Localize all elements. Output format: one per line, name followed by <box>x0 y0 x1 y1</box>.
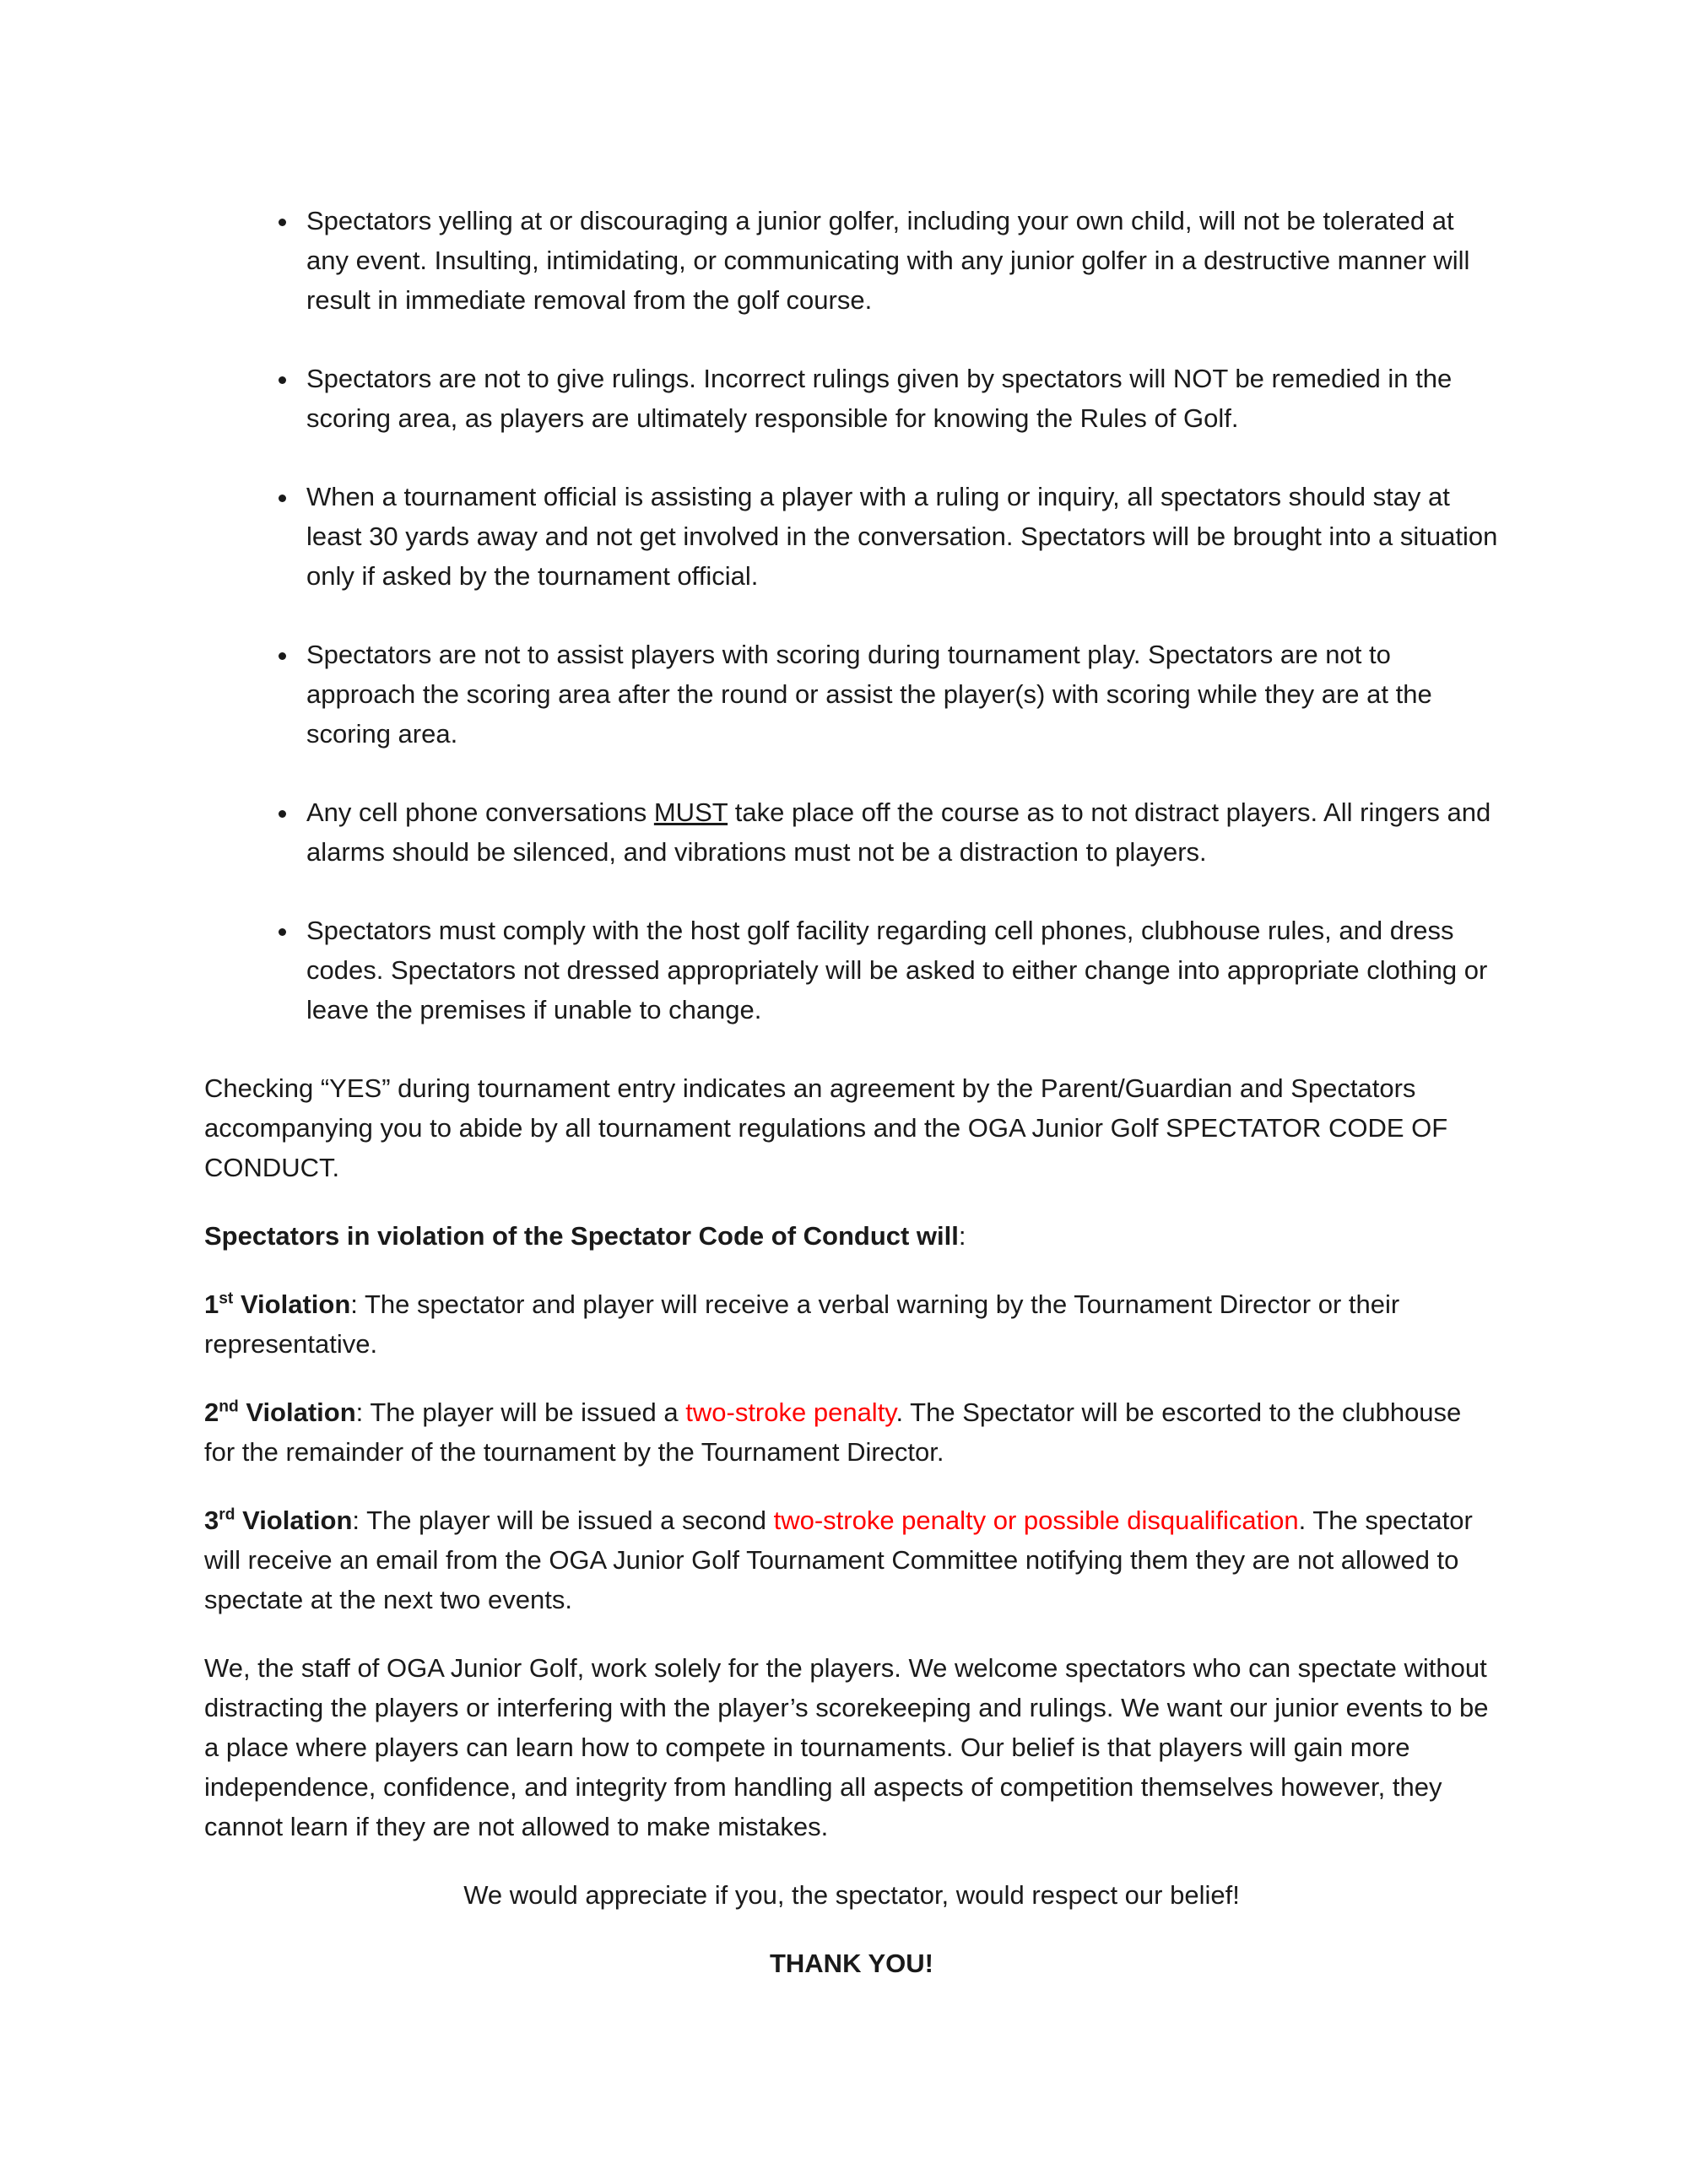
bullet-item-cell-phones <box>300 792 1499 872</box>
underlined-word: MUST <box>653 797 728 827</box>
violations-heading <box>204 1216 1499 1256</box>
violation-2-label <box>204 1397 356 1427</box>
violation-1-label-text: Violation <box>233 1289 351 1319</box>
bullet-item-official-assisting <box>300 477 1499 596</box>
violation-1-label <box>204 1289 350 1319</box>
bullet-text-after: take place off the course as to not distract players. All ringers and alarms should be silenced, and vibrations must not be a distraction to players. <box>306 797 1491 867</box>
violation-3-ordinal-suffix: rd <box>219 1506 235 1524</box>
agreement-paragraph <box>204 1068 1499 1187</box>
bullet-item-rulings <box>300 359 1499 438</box>
bullet-item-scoring <box>300 635 1499 754</box>
bullet-text: Spectators are not to give rulings. Incorrect rulings given by spectators will NOT be remedied in the scoring area, as players are ultimately responsible for knowing the Rules of Golf. <box>306 364 1453 433</box>
violation-3-paragraph <box>204 1500 1499 1619</box>
violation-2-label-text: Violation <box>238 1397 356 1427</box>
bullet-text: When a tournament official is assisting a player with a ruling or inquiry, all spectators should stay at least 30 yards away and not get involved in the conversation. Spectators will be brought into a situation only if asked by the tournament official. <box>306 482 1498 591</box>
bullet-item-yelling <box>300 201 1499 320</box>
violation-3-label-text: Violation <box>235 1506 353 1535</box>
violation-2-penalty-text: two-stroke penalty <box>685 1397 896 1427</box>
violation-3-penalty-text: two-stroke penalty or possible disqualification <box>773 1506 1299 1535</box>
closing-text: We, the staff of OGA Junior Golf, work solely for the players. We welcome spectators who can spectate without distracting the players or interfering with the player’s scorekeeping and rulings. We want our junior events to be a place where players can learn how to compete in tournaments. Our belief is that players will gain more independence, confidence, and integrity from handling all aspects of competition themselves however, they cannot learn if they are not allowed to make mistakes. <box>204 1653 1489 1841</box>
violation-3-ordinal: 3 <box>204 1506 219 1535</box>
agreement-text: Checking “YES” during tournament entry indicates an agreement by the Parent/Guardian and Spectators accompanying you to abide by all tournament regulations and the OGA Junior Golf SPECTATOR CODE OF CONDUCT. <box>204 1073 1448 1182</box>
violation-3-label <box>204 1506 352 1535</box>
document-body <box>204 201 1499 1983</box>
violation-1-text: : The spectator and player will receive a verbal warning by the Tournament Director or their representative. <box>204 1289 1400 1359</box>
appreciation-text: We would appreciate if you, the spectator, would respect our belief! <box>463 1880 1240 1910</box>
violation-1-ordinal-suffix: st <box>219 1289 234 1308</box>
violation-1-paragraph <box>204 1284 1499 1364</box>
violation-2-ordinal: 2 <box>204 1397 219 1427</box>
violation-2-paragraph <box>204 1392 1499 1472</box>
thank-you-line <box>204 1943 1499 1983</box>
bullet-text: Spectators are not to assist players with scoring during tournament play. Spectators are not to approach the scoring area after the round or assist the player(s) with scoring while they are at the scoring area. <box>306 640 1432 749</box>
bullet-text: Spectators yelling at or discouraging a junior golfer, including your own child, will not be tolerated at any event. Insulting, intimidating, or communicating with any junior golfer in a destructive manner will result in immediate removal from the golf course. <box>306 206 1470 315</box>
bullet-list <box>204 201 1499 1030</box>
thank-you-text: THANK YOU! <box>769 1949 934 1978</box>
violation-1-ordinal: 1 <box>204 1289 219 1319</box>
violations-heading-bold: Spectators in violation of the Spectator Code of Conduct will <box>204 1221 959 1251</box>
violation-2-ordinal-suffix: nd <box>219 1397 239 1416</box>
violation-2-text-after: . The Spectator will be escorted to the clubhouse for the remainder of the tournament by the Tournament Director. <box>204 1397 1462 1467</box>
violation-3-text-before: : The player will be issued a second <box>352 1506 774 1535</box>
closing-paragraph <box>204 1648 1499 1846</box>
violation-3-text-after: . The spectator will receive an email from the OGA Junior Golf Tournament Committee notifying them they are not allowed to spectate at the next two events. <box>204 1506 1473 1614</box>
bullet-text: Spectators must comply with the host golf facility regarding cell phones, clubhouse rules, and dress codes. Spectators not dressed appropriately will be asked to either change into appropriate clothing or leave the premises if unable to change. <box>306 916 1488 1024</box>
appreciation-line <box>204 1875 1499 1915</box>
violation-2-text-before: : The player will be issued a <box>355 1397 686 1427</box>
violations-heading-colon: : <box>958 1221 966 1251</box>
bullet-item-dress-code <box>300 911 1499 1030</box>
bullet-text-before: Any cell phone conversations <box>306 797 654 827</box>
